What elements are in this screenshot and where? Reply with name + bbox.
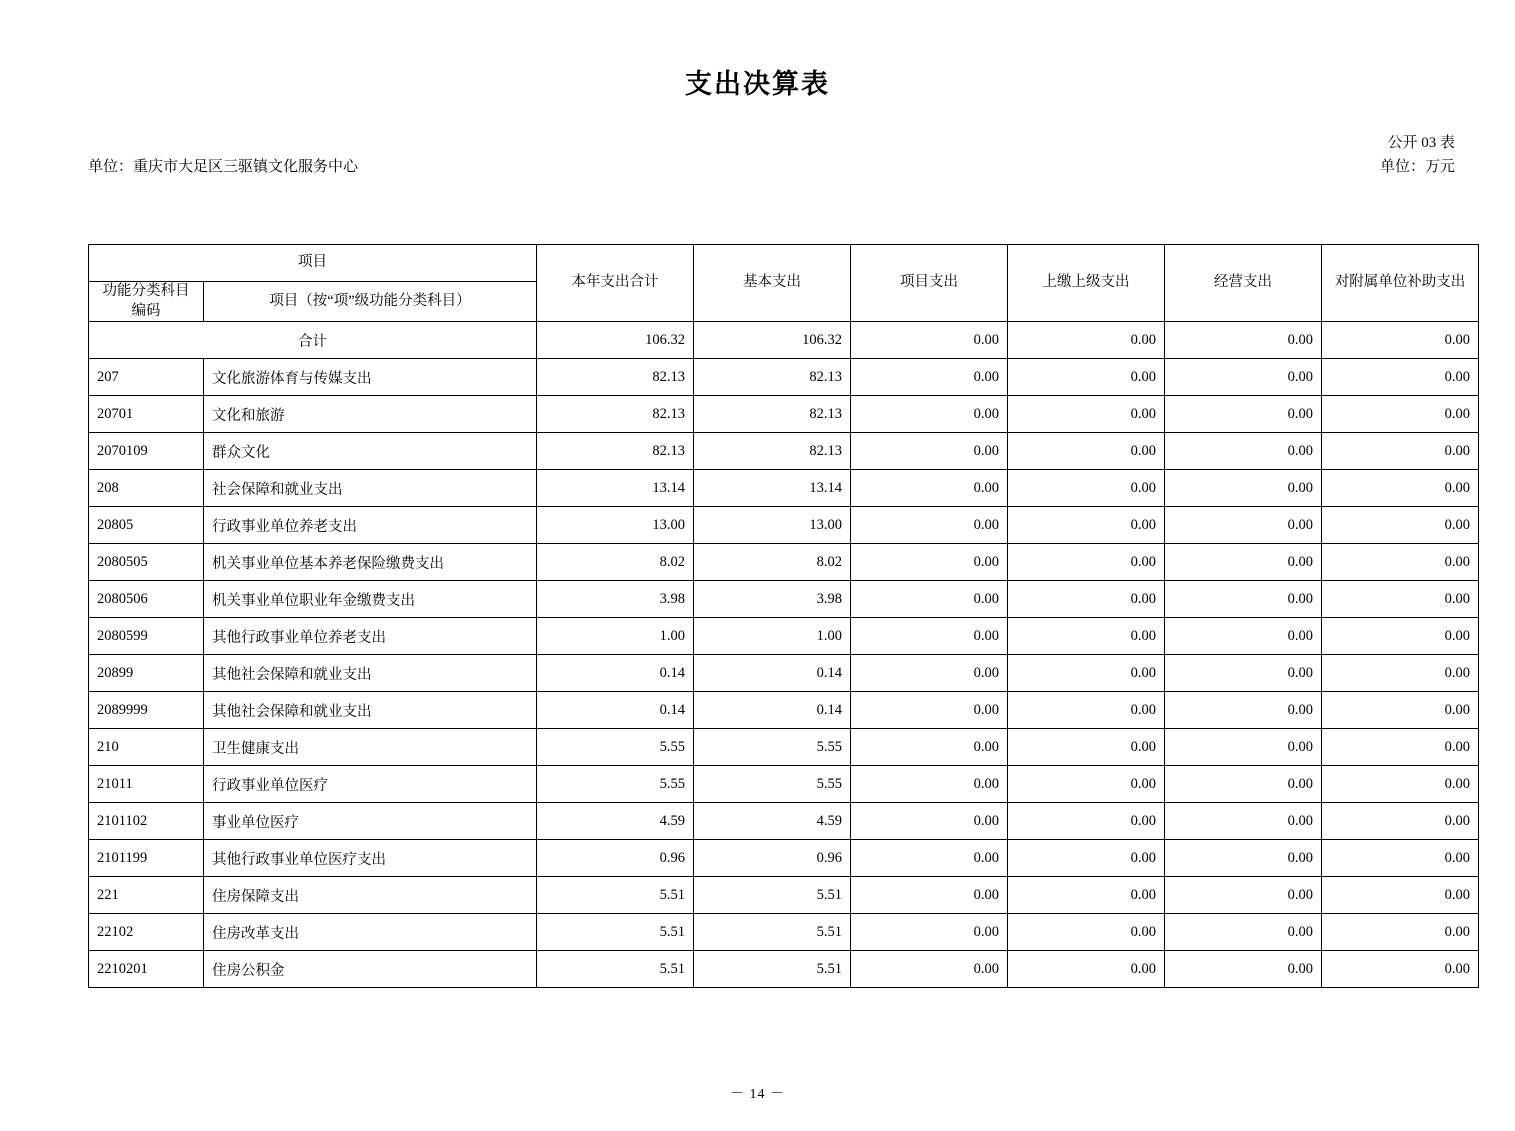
table-row <box>89 544 1479 581</box>
header-project-expenditure: 项目支出 <box>851 245 1008 322</box>
row-value-1: 5.55 <box>694 766 851 803</box>
row-value-4: 0.00 <box>1165 692 1322 729</box>
row-value-4: 0.00 <box>1165 507 1322 544</box>
row-value-3: 0.00 <box>1008 655 1165 692</box>
row-value-5: 0.00 <box>1322 470 1479 507</box>
row-code: 221 <box>89 877 204 914</box>
row-name: 其他社会保障和就业支出 <box>204 655 537 692</box>
row-value-5: 0.00 <box>1322 581 1479 618</box>
table-header <box>89 245 1479 322</box>
row-value-0: 82.13 <box>537 396 694 433</box>
row-value-5: 0.00 <box>1322 544 1479 581</box>
table-row <box>89 581 1479 618</box>
header-operating-expenditure: 经营支出 <box>1165 245 1322 322</box>
row-code: 2080505 <box>89 544 204 581</box>
row-value-0: 4.59 <box>537 803 694 840</box>
row-value-0: 0.14 <box>537 655 694 692</box>
row-value-4: 0.00 <box>1165 359 1322 396</box>
table-row-total <box>89 322 1479 359</box>
header-total-expenditure: 本年支出合计 <box>537 245 694 322</box>
row-value-1: 5.55 <box>694 729 851 766</box>
row-value-4: 0.00 <box>1165 544 1322 581</box>
row-value-3: 0.00 <box>1008 618 1165 655</box>
row-value-0: 0.14 <box>537 692 694 729</box>
row-value-2: 0.00 <box>851 470 1008 507</box>
row-value-5: 0.00 <box>1322 655 1479 692</box>
row-value-2: 0.00 <box>851 951 1008 988</box>
row-value-2: 0.00 <box>851 729 1008 766</box>
row-code: 20805 <box>89 507 204 544</box>
table-row <box>89 396 1479 433</box>
document-page <box>0 62 1515 1131</box>
row-value-1: 4.59 <box>694 803 851 840</box>
row-value-4: 0.00 <box>1165 729 1322 766</box>
expenditure-table <box>88 244 1479 988</box>
row-value-1: 82.13 <box>694 359 851 396</box>
table-row <box>89 951 1479 988</box>
row-value-0: 13.00 <box>537 507 694 544</box>
row-value-4: 0.00 <box>1165 655 1322 692</box>
header-function-code <box>89 282 204 322</box>
header-project-name: 项目（按“项”级功能分类科目） <box>204 282 537 322</box>
row-value-3: 0.00 <box>1008 729 1165 766</box>
header-subsidy-to-affiliated-units: 对附属单位补助支出 <box>1322 245 1479 322</box>
row-value-5: 0.00 <box>1322 618 1479 655</box>
row-name: 其他行政事业单位养老支出 <box>204 618 537 655</box>
row-name: 机关事业单位职业年金缴费支出 <box>204 581 537 618</box>
header-function-code-line2: 编码 <box>131 302 161 319</box>
row-value-1: 5.51 <box>694 951 851 988</box>
total-value-5: 0.00 <box>1322 322 1479 359</box>
row-value-2: 0.00 <box>851 507 1008 544</box>
row-value-4: 0.00 <box>1165 433 1322 470</box>
row-value-2: 0.00 <box>851 618 1008 655</box>
row-value-5: 0.00 <box>1322 914 1479 951</box>
unit-label: 单位：重庆市大足区三驱镇文化服务中心 <box>88 159 359 175</box>
row-value-0: 82.13 <box>537 433 694 470</box>
row-value-1: 0.96 <box>694 840 851 877</box>
row-name: 机关事业单位基本养老保险缴费支出 <box>204 544 537 581</box>
table-row <box>89 507 1479 544</box>
row-value-0: 5.51 <box>537 877 694 914</box>
row-value-1: 13.14 <box>694 470 851 507</box>
row-value-3: 0.00 <box>1008 951 1165 988</box>
row-value-2: 0.00 <box>851 914 1008 951</box>
row-value-0: 13.14 <box>537 470 694 507</box>
row-value-3: 0.00 <box>1008 692 1165 729</box>
row-value-4: 0.00 <box>1165 877 1322 914</box>
row-value-5: 0.00 <box>1322 951 1479 988</box>
row-value-0: 82.13 <box>537 359 694 396</box>
header-basic-expenditure: 基本支出 <box>694 245 851 322</box>
row-code: 2101102 <box>89 803 204 840</box>
row-value-3: 0.00 <box>1008 877 1165 914</box>
row-value-4: 0.00 <box>1165 581 1322 618</box>
row-code: 2080599 <box>89 618 204 655</box>
row-value-0: 5.51 <box>537 951 694 988</box>
row-value-2: 0.00 <box>851 396 1008 433</box>
row-name: 行政事业单位医疗 <box>204 766 537 803</box>
row-value-4: 0.00 <box>1165 396 1322 433</box>
row-value-1: 1.00 <box>694 618 851 655</box>
row-code: 22102 <box>89 914 204 951</box>
amount-unit: 单位：万元 <box>1379 159 1455 175</box>
table-row <box>89 729 1479 766</box>
row-name: 文化和旅游 <box>204 396 537 433</box>
form-number: 公开 03 表 <box>1387 135 1455 151</box>
row-value-1: 5.51 <box>694 877 851 914</box>
table-row <box>89 877 1479 914</box>
row-value-5: 0.00 <box>1322 766 1479 803</box>
total-value-1: 106.32 <box>694 322 851 359</box>
row-value-5: 0.00 <box>1322 729 1479 766</box>
row-value-3: 0.00 <box>1008 507 1165 544</box>
row-value-0: 3.98 <box>537 581 694 618</box>
page-number: － 14 － <box>730 1087 785 1102</box>
row-code: 20701 <box>89 396 204 433</box>
row-code: 2101199 <box>89 840 204 877</box>
row-value-5: 0.00 <box>1322 359 1479 396</box>
row-value-3: 0.00 <box>1008 840 1165 877</box>
row-value-2: 0.00 <box>851 359 1008 396</box>
row-name: 社会保障和就业支出 <box>204 470 537 507</box>
row-value-5: 0.00 <box>1322 396 1479 433</box>
row-value-3: 0.00 <box>1008 470 1165 507</box>
total-label: 合计 <box>89 322 537 359</box>
row-name: 其他社会保障和就业支出 <box>204 692 537 729</box>
row-value-0: 5.55 <box>537 729 694 766</box>
row-value-0: 5.55 <box>537 766 694 803</box>
total-value-0: 106.32 <box>537 322 694 359</box>
table-row <box>89 470 1479 507</box>
row-value-1: 8.02 <box>694 544 851 581</box>
table-row <box>89 766 1479 803</box>
row-value-2: 0.00 <box>851 581 1008 618</box>
row-value-4: 0.00 <box>1165 470 1322 507</box>
row-name: 住房公积金 <box>204 951 537 988</box>
row-value-0: 1.00 <box>537 618 694 655</box>
row-code: 2210201 <box>89 951 204 988</box>
table-row <box>89 840 1479 877</box>
row-value-1: 0.14 <box>694 692 851 729</box>
table-row <box>89 433 1479 470</box>
row-name: 群众文化 <box>204 433 537 470</box>
row-name: 住房改革支出 <box>204 914 537 951</box>
row-value-5: 0.00 <box>1322 877 1479 914</box>
document-meta <box>0 131 1515 175</box>
row-value-3: 0.00 <box>1008 359 1165 396</box>
row-value-4: 0.00 <box>1165 618 1322 655</box>
row-value-1: 0.14 <box>694 655 851 692</box>
row-value-5: 0.00 <box>1322 803 1479 840</box>
row-value-3: 0.00 <box>1008 581 1165 618</box>
row-code: 21011 <box>89 766 204 803</box>
row-value-4: 0.00 <box>1165 914 1322 951</box>
total-value-2: 0.00 <box>851 322 1008 359</box>
row-value-1: 82.13 <box>694 433 851 470</box>
table-row <box>89 655 1479 692</box>
row-value-3: 0.00 <box>1008 544 1165 581</box>
row-name: 卫生健康支出 <box>204 729 537 766</box>
row-code: 20899 <box>89 655 204 692</box>
row-value-2: 0.00 <box>851 433 1008 470</box>
row-name: 文化旅游体育与传媒支出 <box>204 359 537 396</box>
row-value-2: 0.00 <box>851 877 1008 914</box>
header-upper-level-payment: 上缴上级支出 <box>1008 245 1165 322</box>
row-value-3: 0.00 <box>1008 914 1165 951</box>
row-value-1: 3.98 <box>694 581 851 618</box>
row-value-1: 5.51 <box>694 914 851 951</box>
row-value-2: 0.00 <box>851 803 1008 840</box>
row-code: 2070109 <box>89 433 204 470</box>
total-value-3: 0.00 <box>1008 322 1165 359</box>
row-value-4: 0.00 <box>1165 766 1322 803</box>
table-body <box>89 322 1479 988</box>
row-name: 行政事业单位养老支出 <box>204 507 537 544</box>
page-title: 支出决算表 <box>685 69 830 99</box>
row-value-2: 0.00 <box>851 692 1008 729</box>
row-value-0: 0.96 <box>537 840 694 877</box>
row-name: 其他行政事业单位医疗支出 <box>204 840 537 877</box>
row-value-3: 0.00 <box>1008 396 1165 433</box>
row-value-3: 0.00 <box>1008 803 1165 840</box>
row-value-3: 0.00 <box>1008 433 1165 470</box>
row-value-2: 0.00 <box>851 766 1008 803</box>
row-code: 210 <box>89 729 204 766</box>
row-value-5: 0.00 <box>1322 433 1479 470</box>
table-row <box>89 618 1479 655</box>
table-row <box>89 914 1479 951</box>
row-code: 208 <box>89 470 204 507</box>
header-function-code-line1: 功能分类科目 <box>102 283 190 299</box>
row-value-2: 0.00 <box>851 655 1008 692</box>
row-name: 住房保障支出 <box>204 877 537 914</box>
total-value-4: 0.00 <box>1165 322 1322 359</box>
table-row <box>89 359 1479 396</box>
row-code: 2089999 <box>89 692 204 729</box>
row-code: 2080506 <box>89 581 204 618</box>
row-value-5: 0.00 <box>1322 507 1479 544</box>
row-value-2: 0.00 <box>851 544 1008 581</box>
group-header-project: 项目 <box>89 245 537 282</box>
table-row <box>89 692 1479 729</box>
row-value-2: 0.00 <box>851 840 1008 877</box>
table-row <box>89 803 1479 840</box>
row-value-0: 8.02 <box>537 544 694 581</box>
row-name: 事业单位医疗 <box>204 803 537 840</box>
row-code: 207 <box>89 359 204 396</box>
row-value-5: 0.00 <box>1322 840 1479 877</box>
row-value-1: 13.00 <box>694 507 851 544</box>
row-value-4: 0.00 <box>1165 803 1322 840</box>
row-value-5: 0.00 <box>1322 692 1479 729</box>
row-value-4: 0.00 <box>1165 951 1322 988</box>
row-value-3: 0.00 <box>1008 766 1165 803</box>
row-value-0: 5.51 <box>537 914 694 951</box>
row-value-1: 82.13 <box>694 396 851 433</box>
row-value-4: 0.00 <box>1165 840 1322 877</box>
